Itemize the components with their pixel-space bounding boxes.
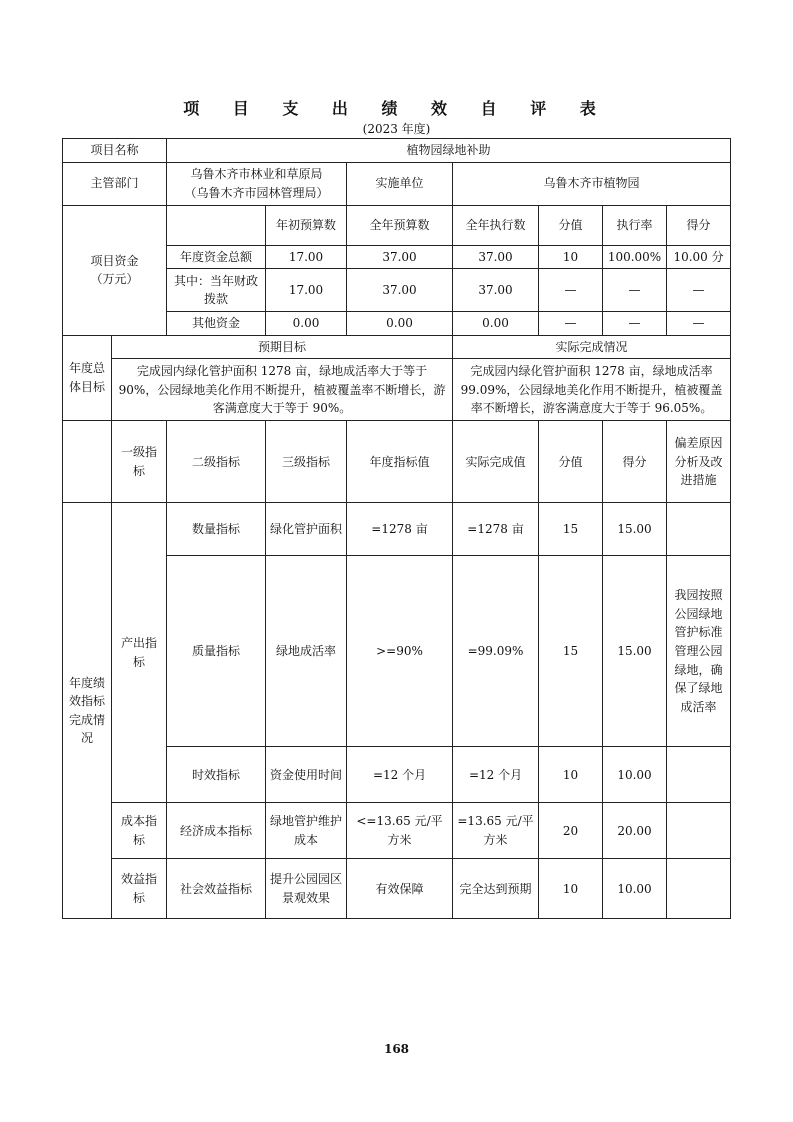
indicator-header-score: 得分	[603, 421, 667, 503]
indicator-weight: 15	[539, 503, 603, 556]
funds-cell: 10	[539, 245, 603, 269]
impl-unit-value: 乌鲁木齐市植物园	[453, 162, 731, 205]
page-number: 168	[383, 1042, 410, 1056]
indicator-row-benefit	[63, 859, 731, 919]
funds-cell: 37.00	[453, 269, 539, 312]
funds-label	[63, 205, 167, 335]
indicator-header-row	[63, 421, 731, 503]
project-name-row	[63, 139, 731, 163]
funds-cell: 0.00	[347, 312, 453, 336]
indicator-cost-label: 成本指标	[112, 803, 167, 859]
indicator-weight: 10	[539, 747, 603, 803]
funds-cell: —	[667, 269, 731, 312]
indicator-level2: 质量指标	[167, 556, 266, 747]
funds-header-executed: 全年执行数	[453, 205, 539, 245]
funds-header-score: 得分	[667, 205, 731, 245]
indicator-level2: 数量指标	[167, 503, 266, 556]
goals-expected-header: 预期目标	[112, 335, 453, 359]
indicator-header-note: 偏差原因分析及改进措施	[667, 421, 731, 503]
indicator-header-target: 年度指标值	[347, 421, 453, 503]
funds-cell: —	[539, 269, 603, 312]
funds-label-line2: （万元）	[90, 272, 139, 287]
funds-row-label: 其他资金	[167, 312, 266, 336]
funds-cell: 100.00%	[603, 245, 667, 269]
indicator-score: 10.00	[603, 859, 667, 919]
funds-header-row	[63, 205, 731, 245]
funds-cell: —	[603, 269, 667, 312]
impl-unit-label: 实施单位	[347, 162, 453, 205]
funds-cell: 37.00	[347, 245, 453, 269]
indicator-level3: 提升公园园区景观效果	[266, 859, 347, 919]
dept-value-line1: 乌鲁木齐市林业和草原局	[190, 167, 323, 181]
goals-actual-header: 实际完成情况	[453, 335, 731, 359]
indicator-level3: 绿地成活率	[266, 556, 347, 747]
indicator-level3: 绿地管护维护成本	[266, 803, 347, 859]
funds-row-label: 其中：当年财政拨款	[167, 269, 266, 312]
funds-header-weight: 分值	[539, 205, 603, 245]
goals-text-row	[63, 359, 731, 421]
goals-actual-text: 完成园内绿化管护面积 1278 亩，绿地成活率 99.09%，公园绿地美化作用不断提升，植被覆盖率不断增长，游客满意度大于等于 96.05%。	[453, 359, 731, 421]
indicator-benefit-label: 效益指标	[112, 859, 167, 919]
funds-cell: 17.00	[266, 245, 347, 269]
funds-header-annual: 全年预算数	[347, 205, 453, 245]
indicator-header-level3: 三级指标	[266, 421, 347, 503]
indicator-target: <=13.65 元/平方米	[347, 803, 453, 859]
indicator-note	[667, 803, 731, 859]
indicator-target: >=90%	[347, 556, 453, 747]
indicator-score: 15.00	[603, 503, 667, 556]
indicator-level3: 资金使用时间	[266, 747, 347, 803]
funds-label-line1: 项目资金	[90, 253, 139, 268]
report-year: (2023 年度)	[362, 122, 431, 136]
indicator-note: 我园按照公园绿地管护标准管理公园绿地，确保了绿地成活率	[667, 556, 731, 747]
indicator-section-label: 年度绩效指标完成情况	[63, 503, 112, 919]
goals-label: 年度总体目标	[63, 335, 112, 421]
funds-header-blank	[167, 205, 266, 245]
dept-value	[167, 162, 347, 205]
performance-table	[62, 138, 731, 919]
indicator-score: 10.00	[603, 747, 667, 803]
indicator-header-level1: 一级指标	[112, 421, 167, 503]
indicator-target: 有效保障	[347, 859, 453, 919]
indicator-row-cost	[63, 803, 731, 859]
indicator-actual: =99.09%	[453, 556, 539, 747]
indicator-score: 15.00	[603, 556, 667, 747]
funds-cell: 37.00	[453, 245, 539, 269]
indicator-actual: =1278 亩	[453, 503, 539, 556]
indicator-note	[667, 747, 731, 803]
indicator-weight: 15	[539, 556, 603, 747]
goals-header-row	[63, 335, 731, 359]
funds-cell: —	[539, 312, 603, 336]
department-row	[63, 162, 731, 205]
indicator-level2: 时效指标	[167, 747, 266, 803]
funds-header-rate: 执行率	[603, 205, 667, 245]
funds-header-initial: 年初预算数	[266, 205, 347, 245]
indicator-header-weight: 分值	[539, 421, 603, 503]
indicator-actual: 完全达到预期	[453, 859, 539, 919]
funds-cell: 0.00	[453, 312, 539, 336]
indicator-score: 20.00	[603, 803, 667, 859]
indicator-level3: 绿化管护面积	[266, 503, 347, 556]
indicator-note	[667, 503, 731, 556]
project-name-label: 项目名称	[63, 139, 167, 163]
indicator-note	[667, 859, 731, 919]
indicator-actual: =13.65 元/平方米	[453, 803, 539, 859]
funds-cell: —	[603, 312, 667, 336]
page-title: 项 目 支 出 绩 效 自 评 表	[183, 99, 610, 118]
dept-label: 主管部门	[63, 162, 167, 205]
indicator-weight: 10	[539, 859, 603, 919]
dept-value-line2: （乌鲁木齐市园林管理局）	[184, 185, 329, 200]
indicator-target: =1278 亩	[347, 503, 453, 556]
indicator-level2: 经济成本指标	[167, 803, 266, 859]
funds-cell: 10.00 分	[667, 245, 731, 269]
indicator-output-label: 产出指标	[112, 503, 167, 803]
goals-expected-text: 完成园内绿化管护面积 1278 亩，绿地成活率大于等于 90%，公园绿地美化作用不断提升，植被覆盖率不断增长，游客满意度大于等于 90%。	[112, 359, 453, 421]
indicator-header-level2: 二级指标	[167, 421, 266, 503]
project-name-value: 植物园绿地补助	[167, 139, 731, 163]
indicator-level2: 社会效益指标	[167, 859, 266, 919]
indicator-target: =12 个月	[347, 747, 453, 803]
funds-cell: 17.00	[266, 269, 347, 312]
indicator-actual: =12 个月	[453, 747, 539, 803]
funds-cell: 0.00	[266, 312, 347, 336]
funds-cell: 37.00	[347, 269, 453, 312]
indicator-row-quantity	[63, 503, 731, 556]
indicator-weight: 20	[539, 803, 603, 859]
funds-cell: —	[667, 312, 731, 336]
indicator-header-blank	[63, 421, 112, 503]
indicator-header-actual: 实际完成值	[453, 421, 539, 503]
funds-row-label: 年度资金总额	[167, 245, 266, 269]
